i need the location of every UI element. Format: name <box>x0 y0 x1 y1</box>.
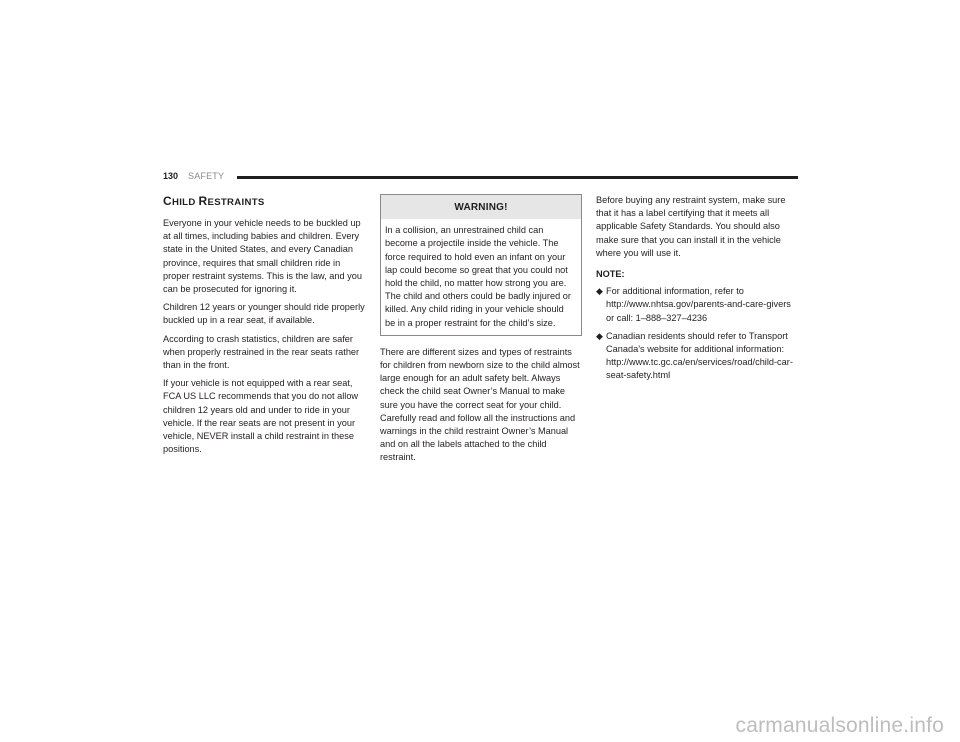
notes-list <box>596 285 798 382</box>
note-text-transport-canada: Canadian residents should refer to Transport Canada’s website for additional information: http://www.tc.gc.ca/en/services/road/child-car-seat-safety.html <box>606 330 793 381</box>
section-label: SAFETY <box>188 171 225 181</box>
page-number: 130 <box>163 171 179 181</box>
list-item <box>596 330 798 383</box>
paragraph-restraint-sizes: There are different sizes and types of restraints for children from newborn size to the child almost large enough for an adult safety belt. Always check the child seat Owner’s Manual to make sure you have the correct seat for your child. Carefully read and follow all the instructions and warnings in the child restraint Owner’s Manual and on all the labels attached to the child restraint. <box>380 346 580 463</box>
paragraph-crash-statistics: According to crash statistics, children are safer when properly restrained in the rear seats rather than in the front. <box>163 333 360 371</box>
warning-text: In a collision, an unrestrained child can become a projectile inside the vehicle. The force required to hold even an infant on your lap could become so great that you could not hold the child, no matter how strong you are. The child and others could be badly injured or killed. Any child riding in your vehicle should be in a proper restraint for the child’s size. <box>385 225 571 328</box>
heading-rest-1: HILD <box>171 197 199 208</box>
heading-rest-2: ESTRAINTS <box>207 197 265 208</box>
column-middle <box>380 194 582 470</box>
column-left <box>163 194 365 461</box>
heading-initial-2: R <box>198 194 208 208</box>
warning-title: WARNING! <box>381 195 581 219</box>
header-rule <box>237 176 798 179</box>
diamond-bullet-icon: ◆ <box>596 286 603 297</box>
paragraph-buckled-up: Everyone in your vehicle needs to be buckled up at all times, including babies and children. Every state in the United States, and every Canadian province, requires that small children ride in proper restraint systems. This is the law, and you can be prosecuted for ignoring it. <box>163 218 362 295</box>
heading-initial-1: C <box>163 194 172 208</box>
page-header <box>163 171 798 185</box>
note-label: NOTE: <box>596 269 625 280</box>
paragraph-rear-seat: Children 12 years or younger should ride properly buckled up in a rear seat, if available. <box>163 302 365 326</box>
warning-box <box>380 194 582 336</box>
paragraph-safety-standards: Before buying any restraint system, make sure that it has a label certifying that it meets all applicable Safety Standards. You should also make sure that you can install it in the vehicle where you will use it. <box>596 195 786 258</box>
list-item <box>596 285 798 325</box>
column-right <box>596 194 798 388</box>
note-text-nhtsa: For additional information, refer to http://www.nhtsa.gov/parents-and-care-givers or call: 1–888–327–4236 <box>606 286 791 323</box>
diamond-bullet-icon: ◆ <box>596 330 603 341</box>
paragraph-no-rear-seat: If your vehicle is not equipped with a rear seat, FCA US LLC recommends that you do not allow children 12 years old and under to ride in your vehicle. If the rear seats are not present in your vehicle, NEVER install a child restraint in these positions. <box>163 378 359 455</box>
watermark: carmanualsonline.info <box>735 714 944 737</box>
section-heading <box>163 194 365 210</box>
